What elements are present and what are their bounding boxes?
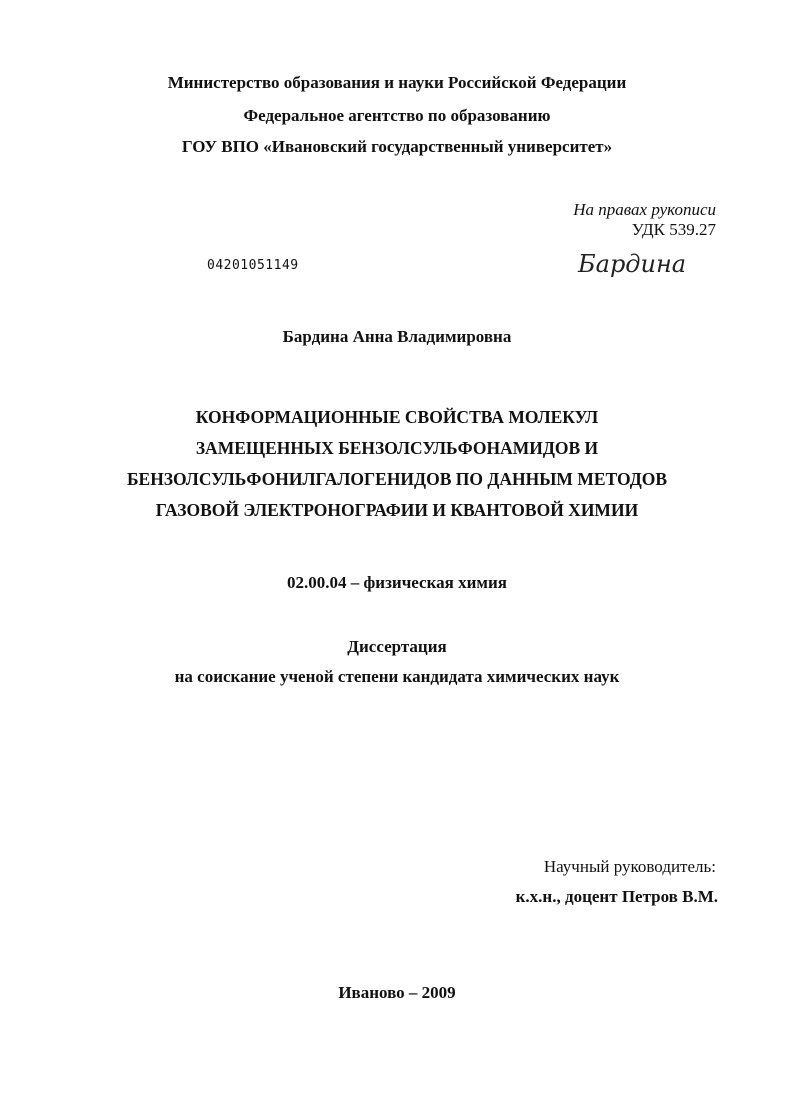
- dissertation-title: [0, 402, 794, 526]
- udk-code: УДК 539.27: [631, 220, 716, 239]
- supervisor-name: к.х.н., доцент Петров В.М.: [515, 887, 718, 906]
- handwritten-signature: Бардина: [578, 250, 687, 278]
- specialty: 02.00.04 – физическая химия: [287, 573, 507, 592]
- author-name: Бардина Анна Владимировна: [282, 327, 512, 346]
- agency-line: Федеральное агентство по образованию: [243, 106, 551, 125]
- registration-number: 04201051149: [207, 258, 299, 273]
- degree-line: на соискание ученой степени кандидата химических наук: [174, 667, 620, 686]
- title-line: БЕНЗОЛСУЛЬФОНИЛГАЛОГЕНИДОВ ПО ДАННЫМ МЕТОДОВ: [126, 469, 668, 489]
- ministry-line: Министерство образования и науки Российской Федерации: [167, 73, 627, 92]
- title-line: ГАЗОВОЙ ЭЛЕКТРОНОГРАФИИ И КВАНТОВОЙ ХИМИИ: [155, 500, 639, 520]
- rights-notice: На правах рукописи: [573, 200, 716, 219]
- title-line: ЗАМЕЩЕННЫХ БЕНЗОЛСУЛЬФОНАМИДОВ И: [195, 438, 599, 458]
- supervisor-label: Научный руководитель:: [543, 857, 716, 876]
- place-year: Иваново – 2009: [338, 983, 456, 1002]
- work-type: Диссертация: [347, 637, 447, 656]
- university-line: ГОУ ВПО «Ивановский государственный университет»: [181, 137, 613, 156]
- title-line: КОНФОРМАЦИОННЫЕ СВОЙСТВА МОЛЕКУЛ: [195, 407, 599, 427]
